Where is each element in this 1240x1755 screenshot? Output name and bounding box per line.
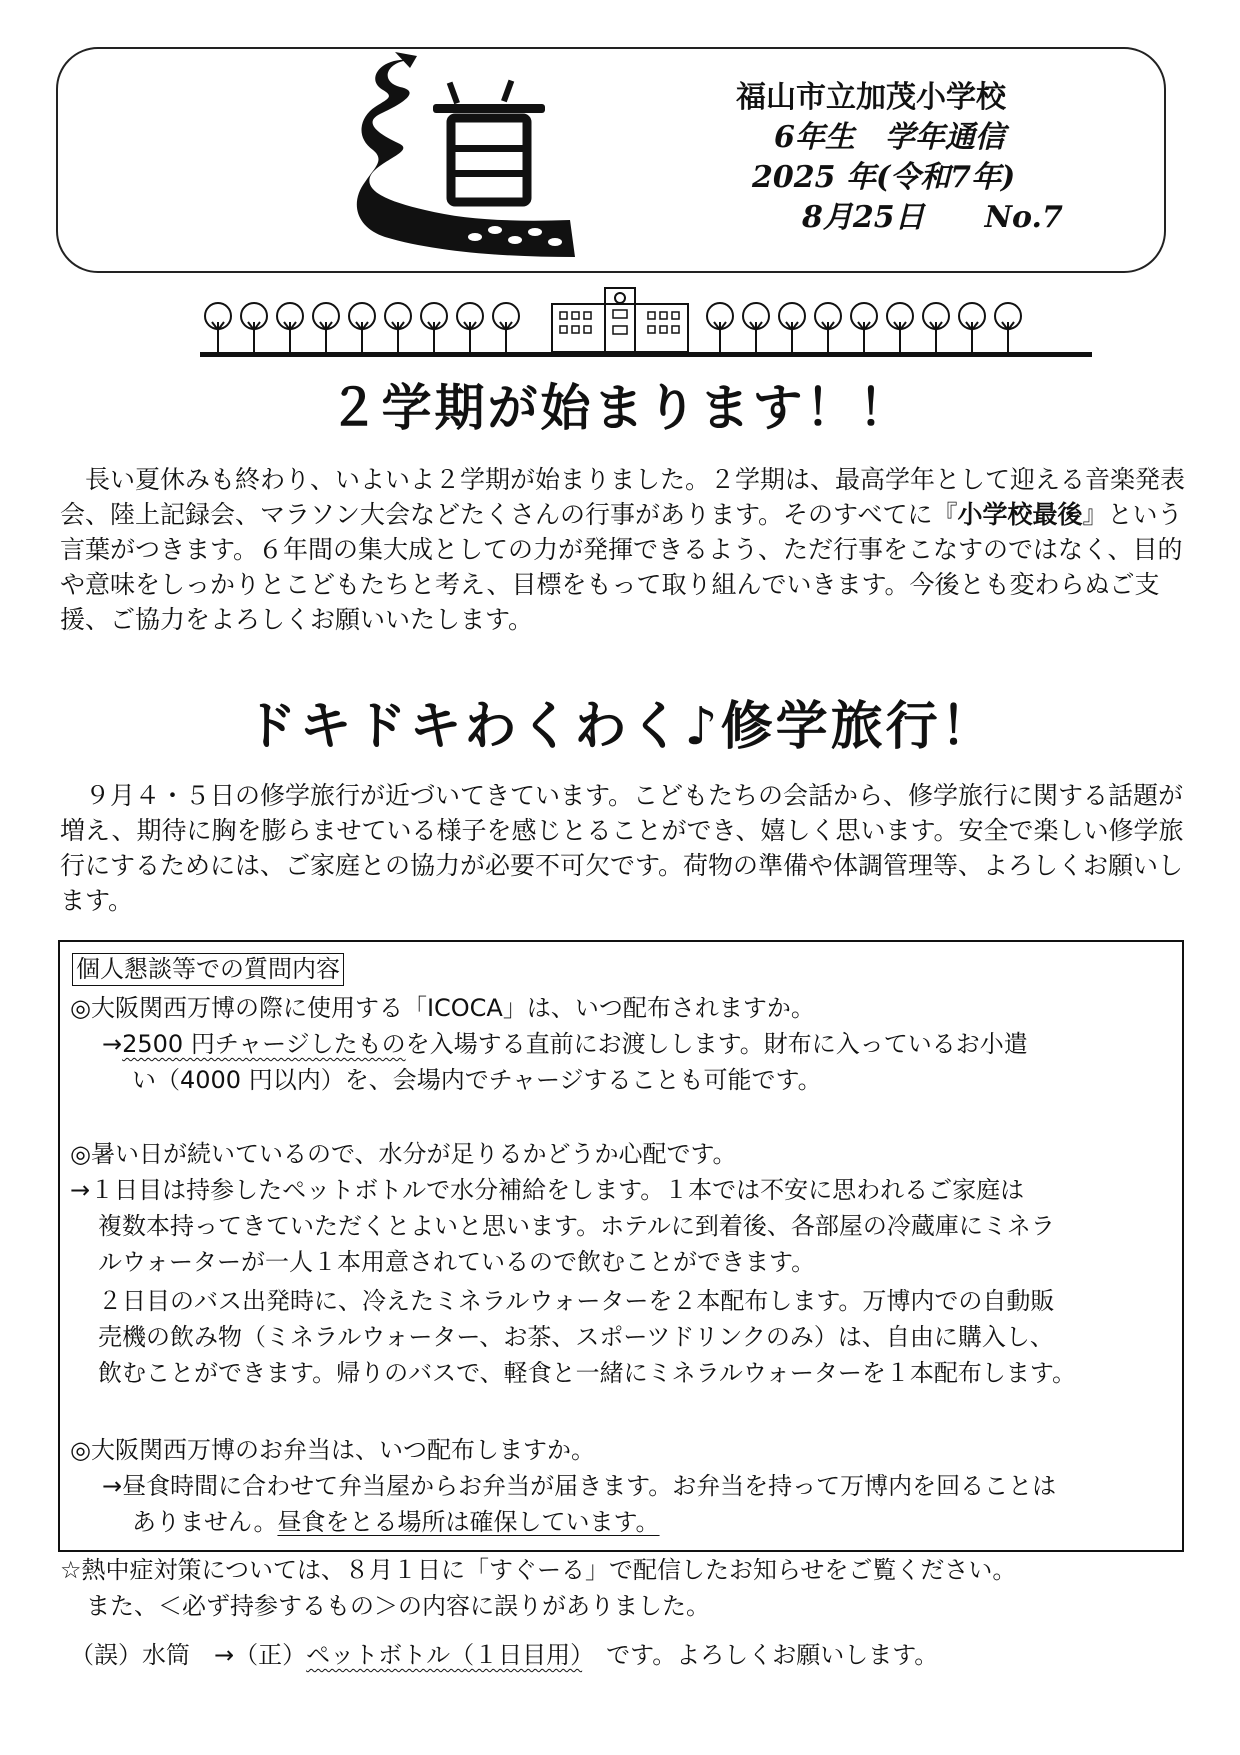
- answer-water-line4: ２日目のバス出発時に、冷えたミネラルウォーターを２本配布します。万博内での自動販: [98, 1287, 1055, 1315]
- note-end: です。よろしくお願いします。: [582, 1641, 939, 1669]
- headline-second-term: ２学期が始まります！！: [328, 379, 912, 437]
- answer-icoca-line1: [102, 1026, 1028, 1062]
- school-name: 福山市立加茂小学校: [736, 80, 1006, 115]
- paragraph-second-term: [60, 462, 1190, 637]
- question-icoca: ◎大阪関西万博の際に使用する「ICOCA」は、いつ配布されますか。: [70, 994, 815, 1022]
- answer-icoca-rest: を入場する直前にお渡しします。財布に入っているお小遣: [405, 1030, 1028, 1058]
- paragraph-bold-text: 小学校最後: [957, 500, 1083, 529]
- trees-school-illustration: [200, 286, 1092, 360]
- note-correction: また、＜必ず持参するもの＞の内容に誤りがありました。: [86, 1592, 710, 1620]
- answer-water-line6: 飲むことができます。帰りのバスで、軽食と一緒にミネラルウォーターを１本配布します。: [98, 1359, 1076, 1387]
- issue-date-line: [690, 198, 1090, 238]
- school-info: [690, 78, 1090, 238]
- question-water: ◎暑い日が続いているので、水分が足りるかどうか心配です。: [70, 1140, 737, 1168]
- question-lunch: ◎大阪関西万博のお弁当は、いつ配布しますか。: [70, 1436, 595, 1464]
- issue-date: 8月25日: [802, 200, 925, 235]
- headline-school-trip: ドキドキわくわく♪修学旅行！: [244, 697, 996, 757]
- qa-title: 個人懇談等での質問内容: [72, 953, 344, 986]
- arrow-icon: →: [102, 1030, 123, 1058]
- michi-logo: [355, 52, 585, 260]
- paragraph-text-b: 』という言葉がつきます。６年間の集大成としての力が発揮できるよう、ただ行事をこなすのではなく、目的や意味をしっかりとこどもたちと考え、目標をもって取り組んでいきます。今後とも変わらぬご支援、ご協力をよろしくお願いいたします。: [60, 500, 1183, 634]
- answer-water-line2: 複数本持ってきていただくとよいと思います。ホテルに到着後、各部屋の冷蔵庫にミネラ: [98, 1212, 1055, 1240]
- answer-water-line1: →１日目は持参したペットボトルで水分補給をします。１本では不安に思われるご家庭は: [70, 1176, 1025, 1204]
- answer-water-line5: 売機の飲み物（ミネラルウォーター、お茶、スポーツドリンクのみ）は、自由に購入し、: [98, 1323, 1054, 1351]
- answer-lunch-line1: →昼食時間に合わせて弁当屋からお弁当が届きます。お弁当を持って万博内を回ることは: [102, 1472, 1057, 1500]
- answer-lunch-underlined: 昼食をとる場所は確保しています。: [277, 1508, 660, 1536]
- answer-lunch-text: ありません。: [132, 1508, 278, 1536]
- answer-icoca-underlined: 2500 円チャージしたもの: [122, 1030, 406, 1058]
- paragraph-school-trip: ９月４・５日の修学旅行が近づいてきています。こどもたちの会話から、修学旅行に関する話題が増え、期待に胸を膨らませている様子を感じとることができ、嬉しく思います。安全で楽しい修学旅行にするためには、ご家庭との協力が必要不可欠です。荷物の準備や体調管理等、よろしくお願いします。: [60, 781, 1184, 915]
- answer-icoca-line2: い（4000 円以内）を、会場内でチャージすることも可能です。: [132, 1066, 822, 1094]
- paragraph-text-a: 長い夏休みも終わり、いよいよ２学期が始まりました。２学期は、最高学年として迎える音楽発表会、陸上記録会、マラソン大会などたくさんの行事があります。そのすべてに『: [60, 465, 1186, 529]
- note-heatstroke: ☆熱中症対策については、８月１日に「すぐーる」で配信したお知らせをご覧ください。: [60, 1556, 1017, 1584]
- issue-year: 2025 年(令和7年): [752, 160, 1016, 195]
- grade-title: 6年生 学年通信: [774, 120, 1005, 155]
- note-correct-item: ペットボトル（１日目用）: [306, 1641, 583, 1669]
- issue-number: No.7: [984, 200, 1063, 235]
- answer-lunch-line2: [132, 1504, 660, 1540]
- answer-water-line3: ルウォーターが一人１本用意されているので飲むことができます。: [98, 1248, 816, 1276]
- note-wrong: （誤）水筒 →（正）: [70, 1641, 307, 1669]
- note-correction-detail: [70, 1637, 938, 1673]
